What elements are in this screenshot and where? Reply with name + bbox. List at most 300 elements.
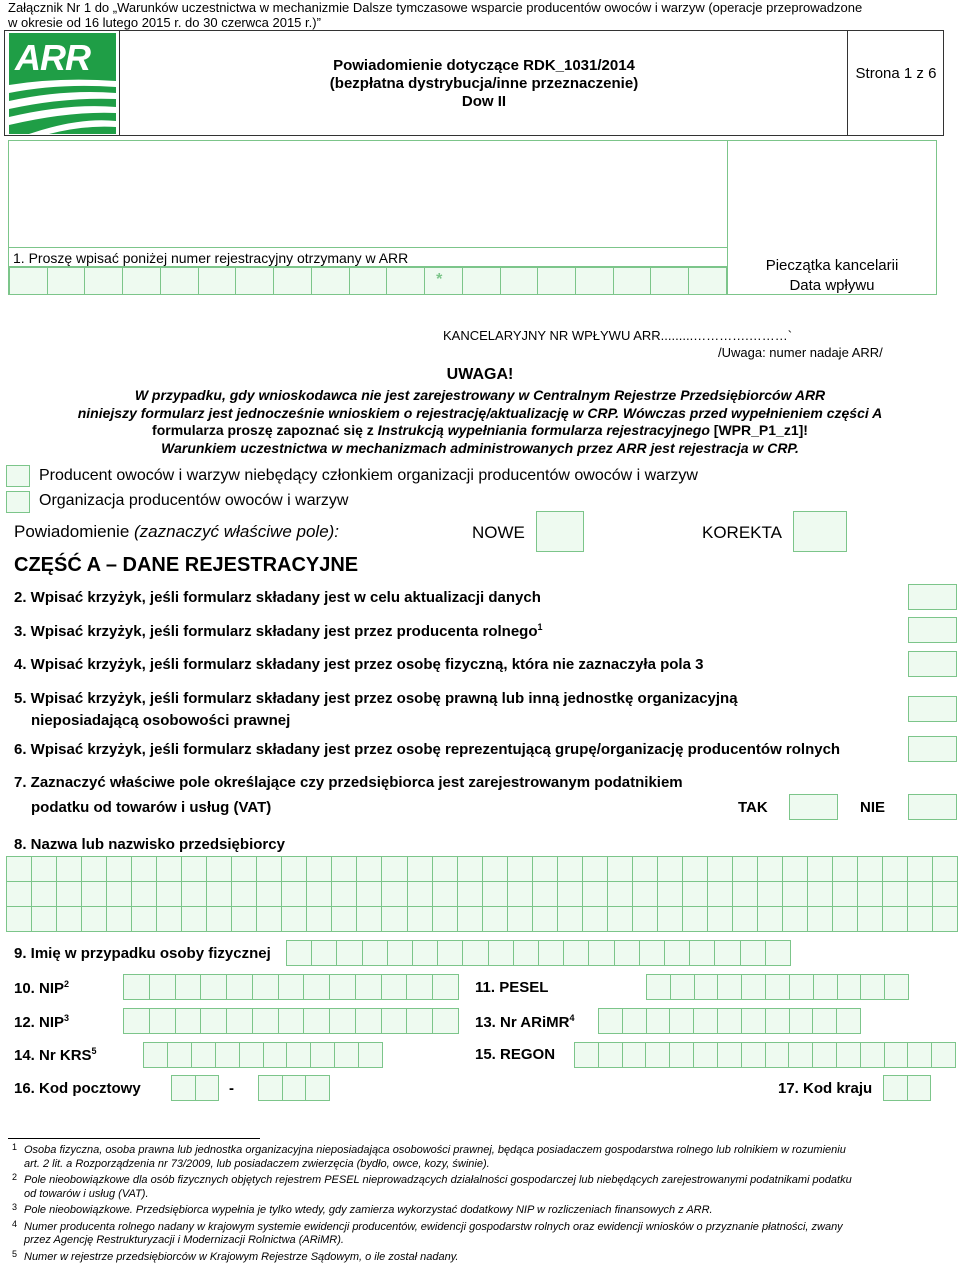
- name-cell[interactable]: [381, 881, 407, 907]
- nip2-cell[interactable]: [303, 1008, 330, 1034]
- name-cell[interactable]: [106, 881, 132, 907]
- pesel-cell[interactable]: [789, 974, 814, 1000]
- nip-cell[interactable]: [329, 974, 356, 1000]
- arimr-cell[interactable]: [836, 1008, 861, 1034]
- name-cell[interactable]: [657, 856, 683, 882]
- regon-cell[interactable]: [884, 1042, 909, 1068]
- name-cell[interactable]: [682, 856, 708, 882]
- regon-cell[interactable]: [598, 1042, 623, 1068]
- first-name-cell[interactable]: [614, 940, 640, 966]
- name-cell[interactable]: [707, 881, 733, 907]
- footnote-2-line-2: od towarów i usług (VAT).: [24, 1187, 149, 1200]
- name-cell[interactable]: [356, 881, 382, 907]
- warning-line-3a: formularza proszę zapoznać się z: [152, 422, 378, 438]
- regon-cell[interactable]: [717, 1042, 742, 1068]
- name-cell[interactable]: [832, 856, 858, 882]
- name-cell[interactable]: [31, 906, 57, 932]
- name-cell[interactable]: [156, 906, 182, 932]
- name-cell[interactable]: [156, 856, 182, 882]
- name-cell[interactable]: [356, 856, 382, 882]
- name-cell[interactable]: [457, 906, 483, 932]
- footnote-4-line-1: Numer producenta rolnego nadany w krajowym systemie ewidencji producentów, ewidencji gospodarstw rolnych oraz ewidencji wniosków o przyznanie płatności, zwany: [24, 1220, 843, 1233]
- arimr-cell[interactable]: [789, 1008, 814, 1034]
- nip-cell[interactable]: [175, 974, 202, 1000]
- name-cell[interactable]: [757, 856, 783, 882]
- registration-label: 1. Proszę wpisać poniżej numer rejestracyjny otrzymany w ARR: [13, 250, 409, 266]
- arr-logo: [9, 33, 116, 134]
- name-cell[interactable]: [181, 906, 207, 932]
- arimr-cell[interactable]: [622, 1008, 647, 1034]
- name-cell[interactable]: [106, 856, 132, 882]
- annex-line-2: w okresie od 16 lutego 2015 r. do 30 czerwca 2015 r.)”: [8, 15, 321, 30]
- name-cell[interactable]: [882, 881, 908, 907]
- postal-code-cell[interactable]: [282, 1075, 307, 1101]
- stamp-line-1: Pieczątka kancelarii: [765, 257, 899, 274]
- regon-cell[interactable]: [741, 1042, 766, 1068]
- name-cell[interactable]: [131, 906, 157, 932]
- name-cell[interactable]: [56, 881, 82, 907]
- name-cell[interactable]: [832, 906, 858, 932]
- first-name-cell[interactable]: [462, 940, 488, 966]
- name-cell[interactable]: [932, 906, 958, 932]
- footnote-2: [8, 1174, 952, 1201]
- q5-checkbox[interactable]: [908, 696, 957, 722]
- stamp-box[interactable]: [727, 140, 937, 295]
- regon-cell[interactable]: [765, 1042, 790, 1068]
- q11-label: 11. PESEL: [475, 979, 549, 996]
- reg-cell[interactable]: [84, 267, 123, 295]
- name-cell[interactable]: [682, 881, 708, 907]
- name-cell[interactable]: [131, 856, 157, 882]
- header-box: [4, 30, 944, 136]
- notice-title: Powiadomienie: [14, 522, 130, 541]
- krs-cell[interactable]: [286, 1042, 311, 1068]
- regon-cell[interactable]: [812, 1042, 837, 1068]
- name-cell[interactable]: [432, 881, 458, 907]
- footnote-3: [8, 1204, 952, 1218]
- footnote-1: [8, 1144, 952, 1171]
- regon-cells: [574, 1042, 956, 1068]
- first-name-cell[interactable]: [765, 940, 791, 966]
- reg-cell[interactable]: [613, 267, 652, 295]
- arimr-cell[interactable]: [693, 1008, 718, 1034]
- name-cell[interactable]: [306, 856, 332, 882]
- name-cell[interactable]: [557, 881, 583, 907]
- korekta-checkbox[interactable]: [793, 511, 847, 552]
- q7-label-line-1: 7. Zaznaczyć właściwe pole określające czy przedsiębiorca jest zarejestrowanym podatnikiem: [14, 774, 683, 791]
- name-cell[interactable]: [882, 906, 908, 932]
- name-cell[interactable]: [807, 906, 833, 932]
- name-cell[interactable]: [407, 856, 433, 882]
- postal-code-cell[interactable]: [258, 1075, 283, 1101]
- name-cell[interactable]: [81, 856, 107, 882]
- nip-cell[interactable]: [432, 974, 459, 1000]
- q9-label: 9. Imię w przypadku osoby fizycznej: [14, 945, 271, 962]
- name-cell[interactable]: [81, 881, 107, 907]
- registration-area: [8, 140, 728, 295]
- pesel-cell[interactable]: [884, 974, 909, 1000]
- name-cell[interactable]: [507, 906, 533, 932]
- name-cell[interactable]: [932, 881, 958, 907]
- name-cell[interactable]: [356, 906, 382, 932]
- name-cell[interactable]: [657, 881, 683, 907]
- reg-cell[interactable]: [537, 267, 576, 295]
- first-name-cell[interactable]: [412, 940, 438, 966]
- krs-cell[interactable]: [239, 1042, 264, 1068]
- name-cell[interactable]: [807, 881, 833, 907]
- name-cell[interactable]: [331, 906, 357, 932]
- footnote-1-line-2: art. 2 lit. a Rozporządzenia nr 73/2009, lub posiadaczem zwierzęcia (bydło, owce, kozy, świnie).: [24, 1157, 490, 1170]
- name-cell[interactable]: [857, 906, 883, 932]
- nip2-cell[interactable]: [200, 1008, 227, 1034]
- nip-cell[interactable]: [278, 974, 305, 1000]
- q15-label: 15. REGON: [475, 1046, 556, 1063]
- producent-label: Producent owoców i warzyw niebędący członkiem organizacji producentów owoców i warzyw: [39, 467, 698, 484]
- name-cell[interactable]: [657, 906, 683, 932]
- krs-cell[interactable]: [215, 1042, 240, 1068]
- name-cell[interactable]: [582, 856, 608, 882]
- name-cell[interactable]: [832, 881, 858, 907]
- pesel-cell[interactable]: [717, 974, 742, 1000]
- warning-title: UWAGA!: [446, 366, 514, 383]
- name-cell[interactable]: [507, 881, 533, 907]
- name-cell[interactable]: [557, 856, 583, 882]
- name-cell[interactable]: [682, 906, 708, 932]
- regon-cell[interactable]: [645, 1042, 670, 1068]
- pesel-cell[interactable]: [670, 974, 695, 1000]
- footnote-1-line-1: Osoba fizyczna, osoba prawna lub jednostka organizacyjna nieposiadająca osobowości prawnej, będąca posiadaczem gospodarstwa rolnego lub rolnikiem w rozumieniu: [24, 1144, 846, 1156]
- first-name-cell[interactable]: [362, 940, 388, 966]
- krs-cell[interactable]: [191, 1042, 216, 1068]
- name-cell[interactable]: [381, 856, 407, 882]
- name-cell[interactable]: [31, 856, 57, 882]
- q12-label: [14, 1013, 69, 1031]
- nip-cell[interactable]: [381, 974, 408, 1000]
- producent-checkbox[interactable]: [6, 465, 30, 487]
- name-cell[interactable]: [707, 906, 733, 932]
- name-cell[interactable]: [757, 881, 783, 907]
- arimr-cells: [598, 1008, 861, 1034]
- name-cell[interactable]: [181, 856, 207, 882]
- pesel-cell[interactable]: [765, 974, 790, 1000]
- pesel-cells: [646, 974, 909, 1000]
- name-cell[interactable]: [732, 881, 758, 907]
- header-title-line-1: Powiadomienie dotyczące RDK_1031/2014: [333, 57, 635, 74]
- name-cell[interactable]: [407, 906, 433, 932]
- name-cell[interactable]: [206, 856, 232, 882]
- first-name-cell[interactable]: [387, 940, 413, 966]
- footnote-divider: [8, 1138, 260, 1139]
- q6-checkbox[interactable]: [908, 736, 957, 762]
- arimr-cell[interactable]: [741, 1008, 766, 1034]
- vat-nie-checkbox[interactable]: [908, 794, 957, 820]
- footnote-5-number: 5: [12, 1248, 18, 1259]
- regon-cell[interactable]: [836, 1042, 861, 1068]
- nip2-cell[interactable]: [175, 1008, 202, 1034]
- name-cell[interactable]: [231, 856, 257, 882]
- pesel-cell[interactable]: [813, 974, 838, 1000]
- q14-text: 14. Nr KRS: [14, 1047, 92, 1064]
- nip2-cells: [123, 1008, 459, 1034]
- name-cell[interactable]: [632, 906, 658, 932]
- first-name-cell[interactable]: [311, 940, 337, 966]
- krs-cell[interactable]: [263, 1042, 288, 1068]
- name-cell[interactable]: [732, 856, 758, 882]
- nip2-cell[interactable]: [278, 1008, 305, 1034]
- postal-code-cell[interactable]: [171, 1075, 196, 1101]
- q4-label: 4. Wpisać krzyżyk, jeśli formularz składany jest przez osobę fizyczną, która nie zaznaczyła pola 3: [14, 656, 704, 673]
- q7-label-line-2: podatku od towarów i usług (VAT): [31, 799, 272, 816]
- q2-checkbox[interactable]: [908, 584, 957, 610]
- nip-cell[interactable]: [303, 974, 330, 1000]
- name-cell[interactable]: [331, 856, 357, 882]
- reg-cell[interactable]: [273, 267, 312, 295]
- name-cell[interactable]: [281, 856, 307, 882]
- krs-cell[interactable]: [334, 1042, 359, 1068]
- krs-cell[interactable]: [143, 1042, 168, 1068]
- name-cell[interactable]: [281, 881, 307, 907]
- q17-label: 17. Kod kraju: [778, 1080, 873, 1097]
- regon-cell[interactable]: [622, 1042, 647, 1068]
- reg-cell[interactable]: [235, 267, 274, 295]
- name-cell[interactable]: [432, 906, 458, 932]
- krs-cell[interactable]: [310, 1042, 335, 1068]
- reg-cell[interactable]: [47, 267, 86, 295]
- vat-tak-checkbox[interactable]: [789, 794, 838, 820]
- name-cell[interactable]: [281, 906, 307, 932]
- name-cell[interactable]: [381, 906, 407, 932]
- nip-cell[interactable]: [252, 974, 279, 1000]
- name-cell[interactable]: [807, 856, 833, 882]
- reg-cell[interactable]: [160, 267, 199, 295]
- reg-cell[interactable]: [462, 267, 501, 295]
- name-cell[interactable]: [131, 881, 157, 907]
- reg-cell[interactable]: [688, 267, 727, 295]
- name-cell[interactable]: [507, 856, 533, 882]
- first-name-cell[interactable]: [538, 940, 564, 966]
- q14-label: [14, 1046, 97, 1064]
- postal-code-cell[interactable]: [305, 1075, 330, 1101]
- krs-cell[interactable]: [167, 1042, 192, 1068]
- name-cell[interactable]: [156, 881, 182, 907]
- reg-cell[interactable]: [424, 267, 463, 295]
- first-name-cell[interactable]: [689, 940, 715, 966]
- first-name-cell[interactable]: [588, 940, 614, 966]
- name-cell[interactable]: [6, 856, 32, 882]
- name-cell[interactable]: [532, 881, 558, 907]
- reg-cell[interactable]: [311, 267, 350, 295]
- nip2-cell[interactable]: [252, 1008, 279, 1034]
- name-cell[interactable]: [582, 881, 608, 907]
- name-cell[interactable]: [457, 881, 483, 907]
- name-cell[interactable]: [206, 881, 232, 907]
- name-cell[interactable]: [857, 881, 883, 907]
- name-cell[interactable]: [331, 881, 357, 907]
- first-name-cell[interactable]: [714, 940, 740, 966]
- reg-cell[interactable]: [575, 267, 614, 295]
- warning-line-1: W przypadku, gdy wnioskodawca nie jest zarejestrowany w Centralnym Rejestrze Przedsiębiorców ARR: [134, 387, 826, 403]
- first-name-cell[interactable]: [563, 940, 589, 966]
- name-cell[interactable]: [582, 906, 608, 932]
- footnote-3-line-1: Pole nieobowiązkowe. Przedsiębiorca wypełnia je tylko wtedy, gdy zamierza wykorzystać dodatkowy NIP w rozliczeniach finansowych z ARR.: [24, 1204, 713, 1216]
- q10-label: [14, 979, 69, 997]
- reg-cell[interactable]: [198, 267, 237, 295]
- reg-cell[interactable]: [386, 267, 425, 295]
- name-cell[interactable]: [882, 856, 908, 882]
- name-cell[interactable]: [231, 906, 257, 932]
- q16-label: 16. Kod pocztowy: [14, 1080, 141, 1097]
- name-cell[interactable]: [532, 856, 558, 882]
- nip2-cell[interactable]: [329, 1008, 356, 1034]
- name-cell[interactable]: [432, 856, 458, 882]
- first-name-cell[interactable]: [286, 940, 312, 966]
- name-cell[interactable]: [181, 881, 207, 907]
- nip2-cell[interactable]: [123, 1008, 150, 1034]
- nip2-cell[interactable]: [149, 1008, 176, 1034]
- name-cell[interactable]: [482, 906, 508, 932]
- q4-checkbox[interactable]: [908, 651, 957, 677]
- name-cell[interactable]: [782, 906, 808, 932]
- q3-checkbox[interactable]: [908, 617, 957, 643]
- nowe-label: NOWE: [472, 523, 525, 542]
- page-indicator: Strona 1 z 6: [855, 65, 937, 82]
- nip-cell[interactable]: [406, 974, 433, 1000]
- first-name-cell[interactable]: [513, 940, 539, 966]
- name-cell[interactable]: [457, 856, 483, 882]
- name-cell[interactable]: [256, 881, 282, 907]
- nip-cell[interactable]: [200, 974, 227, 1000]
- name-cell[interactable]: [632, 856, 658, 882]
- reg-cell[interactable]: [500, 267, 539, 295]
- name-cell[interactable]: [757, 906, 783, 932]
- first-name-cell[interactable]: [488, 940, 514, 966]
- name-cell[interactable]: [6, 906, 32, 932]
- first-name-cell[interactable]: [740, 940, 766, 966]
- pesel-cell[interactable]: [694, 974, 719, 1000]
- name-cell[interactable]: [707, 856, 733, 882]
- first-name-cell[interactable]: [664, 940, 690, 966]
- name-cell[interactable]: [857, 856, 883, 882]
- nip-cell[interactable]: [123, 974, 150, 1000]
- regon-cell[interactable]: [788, 1042, 813, 1068]
- name-cell[interactable]: [306, 881, 332, 907]
- first-name-cell[interactable]: [437, 940, 463, 966]
- postal-code-cell[interactable]: [195, 1075, 220, 1101]
- pesel-cell[interactable]: [646, 974, 671, 1000]
- regon-cell[interactable]: [574, 1042, 599, 1068]
- name-cell[interactable]: [557, 906, 583, 932]
- name-cells-row-3: [6, 906, 958, 932]
- name-cells-row-1: [6, 856, 958, 882]
- country-code-cell[interactable]: [907, 1075, 932, 1101]
- name-cell[interactable]: [482, 856, 508, 882]
- name-cell[interactable]: [31, 881, 57, 907]
- name-cell[interactable]: [532, 906, 558, 932]
- first-name-cell[interactable]: [639, 940, 665, 966]
- regon-cell[interactable]: [907, 1042, 932, 1068]
- name-cell[interactable]: [482, 881, 508, 907]
- name-cell[interactable]: [932, 856, 958, 882]
- name-cell[interactable]: [81, 906, 107, 932]
- pesel-cell[interactable]: [837, 974, 862, 1000]
- q13-text: 13. Nr ARiMR: [475, 1014, 570, 1031]
- organizacja-checkbox[interactable]: [6, 491, 30, 513]
- pesel-cell[interactable]: [741, 974, 766, 1000]
- section-title: CZĘŚĆ A – DANE REJESTRACYJNE: [14, 554, 359, 576]
- q5-label-line-1: 5. Wpisać krzyżyk, jeśli formularz składany jest przez osobę prawną lub inną jednostkę organizacyjną: [14, 690, 738, 707]
- name-cell[interactable]: [206, 906, 232, 932]
- notice-hint: (zaznaczyć właściwe pole):: [129, 522, 340, 541]
- arimr-cell[interactable]: [646, 1008, 671, 1034]
- regon-cell[interactable]: [693, 1042, 718, 1068]
- nowe-checkbox[interactable]: [536, 511, 584, 552]
- header-title-line-2: (bezpłatna dystrybucja/inne przeznaczenie): [329, 75, 639, 92]
- kancelaryjny-number: KANCELARYJNY NR WPŁYWU ARR.........………….………`: [443, 328, 793, 343]
- arimr-cell[interactable]: [598, 1008, 623, 1034]
- first-name-cell[interactable]: [336, 940, 362, 966]
- pesel-cell[interactable]: [860, 974, 885, 1000]
- arimr-cell[interactable]: [717, 1008, 742, 1034]
- nip-cell[interactable]: [226, 974, 253, 1000]
- nip2-cell[interactable]: [406, 1008, 433, 1034]
- footnote-4-number: 4: [12, 1218, 18, 1229]
- regon-cell[interactable]: [931, 1042, 956, 1068]
- name-cell[interactable]: [231, 881, 257, 907]
- arimr-cell[interactable]: [812, 1008, 837, 1034]
- country-code-cell[interactable]: [883, 1075, 908, 1101]
- krs-cell[interactable]: [358, 1042, 383, 1068]
- name-cell[interactable]: [607, 906, 633, 932]
- nip2-cell[interactable]: [355, 1008, 382, 1034]
- reg-cell[interactable]: [349, 267, 388, 295]
- name-cell[interactable]: [632, 881, 658, 907]
- nip-cell[interactable]: [149, 974, 176, 1000]
- nip2-cell[interactable]: [432, 1008, 459, 1034]
- name-cell[interactable]: [56, 906, 82, 932]
- name-cell[interactable]: [6, 881, 32, 907]
- arimr-cell[interactable]: [669, 1008, 694, 1034]
- vat-nie-label: NIE: [860, 799, 886, 816]
- regon-cell[interactable]: [860, 1042, 885, 1068]
- name-cell[interactable]: [56, 856, 82, 882]
- name-cell[interactable]: [256, 856, 282, 882]
- name-cell[interactable]: [907, 881, 933, 907]
- postal-code-part-1: [171, 1075, 219, 1101]
- name-cell[interactable]: [306, 906, 332, 932]
- name-cell[interactable]: [782, 856, 808, 882]
- name-cell[interactable]: [907, 856, 933, 882]
- name-cell[interactable]: [607, 881, 633, 907]
- q13-label: [475, 1013, 574, 1031]
- nip2-cell[interactable]: [381, 1008, 408, 1034]
- nip2-cell[interactable]: [226, 1008, 253, 1034]
- nip-cell[interactable]: [355, 974, 382, 1000]
- name-cell[interactable]: [782, 881, 808, 907]
- name-cell[interactable]: [106, 906, 132, 932]
- name-cell[interactable]: [256, 906, 282, 932]
- stamp-line-2: Data wpływu: [789, 277, 875, 294]
- name-cell[interactable]: [607, 856, 633, 882]
- name-cell[interactable]: [407, 881, 433, 907]
- regon-cell[interactable]: [669, 1042, 694, 1068]
- arimr-cell[interactable]: [765, 1008, 790, 1034]
- name-cell[interactable]: [732, 906, 758, 932]
- krs-cells: [143, 1042, 383, 1068]
- name-cell[interactable]: [907, 906, 933, 932]
- reg-cell[interactable]: [650, 267, 689, 295]
- reg-cell[interactable]: [122, 267, 161, 295]
- reg-cell[interactable]: [9, 267, 48, 295]
